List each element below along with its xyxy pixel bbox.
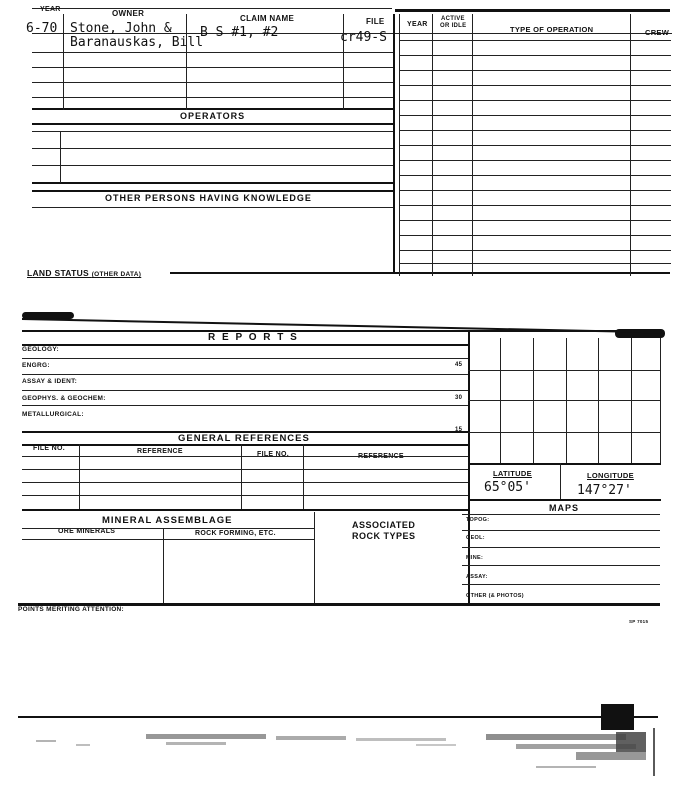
general-references-title: GENERAL REFERENCES — [178, 433, 310, 444]
associated-rock-types-2: ROCK TYPES — [352, 531, 416, 541]
form-number: SP 7015 — [629, 619, 649, 624]
entry-owner-line2: Baranauskas, Bill — [70, 35, 204, 50]
land-status-text: LAND STATUS — [27, 268, 90, 278]
header-year-2: YEAR — [407, 21, 428, 28]
ore-minerals-label: ORE MINERALS — [58, 528, 116, 535]
associated-rock-types-1: ASSOCIATED — [352, 520, 416, 530]
col-reference: REFERENCE — [137, 448, 183, 455]
entry-claim-name: B S #1, #2 — [200, 25, 279, 40]
report-row-geophys: GEOPHYS. & GEOCHEM: — [22, 395, 106, 402]
header-active-idle-2: OR IDLE — [440, 23, 467, 29]
maps-title: MAPS — [549, 503, 580, 513]
header-owner: OWNER — [112, 9, 145, 18]
header-active-idle-1: ACTIVE — [441, 16, 465, 22]
other-persons-title: OTHER PERSONS HAVING KNOWLEDGE — [105, 193, 312, 203]
reports-title: R E P O R T S — [208, 332, 299, 343]
col-file-no: FILE NO. — [33, 445, 65, 452]
rock-forming-label: ROCK FORMING, ETC. — [195, 530, 276, 537]
land-status-sub: (OTHER DATA) — [91, 271, 142, 278]
latitude-label: LATITUDE — [493, 469, 532, 478]
report-mark-45: 45 — [455, 362, 463, 368]
header-crew: CREW — [645, 28, 670, 37]
latitude-value: 65°05' — [484, 480, 531, 495]
report-mark-30: 30 — [455, 395, 463, 401]
report-row-engrg: ENGRG: — [22, 362, 50, 369]
entry-file: cr49-S — [340, 30, 387, 45]
entry-year: 6-70 — [26, 21, 58, 36]
maps-row-other: OTHER (& PHOTOS) — [466, 593, 524, 599]
report-row-metallurgical: METALLURGICAL: — [22, 411, 84, 418]
maps-row-topog: TOPOG: — [466, 517, 490, 523]
header-year: YEAR — [40, 6, 61, 13]
operators-title: OPERATORS — [180, 111, 246, 121]
report-row-assay: ASSAY & IDENT: — [22, 378, 78, 385]
longitude-label: LONGITUDE — [587, 471, 634, 480]
maps-row-assay: ASSAY: — [466, 574, 488, 580]
maps-row-geol: GEOL: — [466, 535, 485, 541]
col-file-no-2: FILE NO. — [257, 451, 289, 458]
header-claim-name: CLAIM NAME — [240, 14, 295, 23]
black-square — [601, 704, 634, 730]
land-status-label — [27, 268, 141, 278]
header-type-of-operation: TYPE OF OPERATION — [510, 25, 594, 34]
longitude-value: 147°27' — [577, 483, 632, 498]
col-reference-2: REFERENCE — [358, 453, 404, 460]
maps-row-mine: MINE: — [466, 555, 484, 561]
points-meriting-attention: POINTS MERITING ATTENTION: — [18, 606, 125, 613]
entry-owner-line1: Stone, John & — [70, 21, 172, 36]
noise-strip — [16, 728, 661, 778]
header-file: FILE — [366, 17, 385, 26]
mineral-assemblage-title: MINERAL ASSEMBLAGE — [102, 515, 233, 526]
report-row-geology: GEOLOGY: — [22, 346, 59, 353]
report-mark-15: 15 — [455, 427, 463, 433]
